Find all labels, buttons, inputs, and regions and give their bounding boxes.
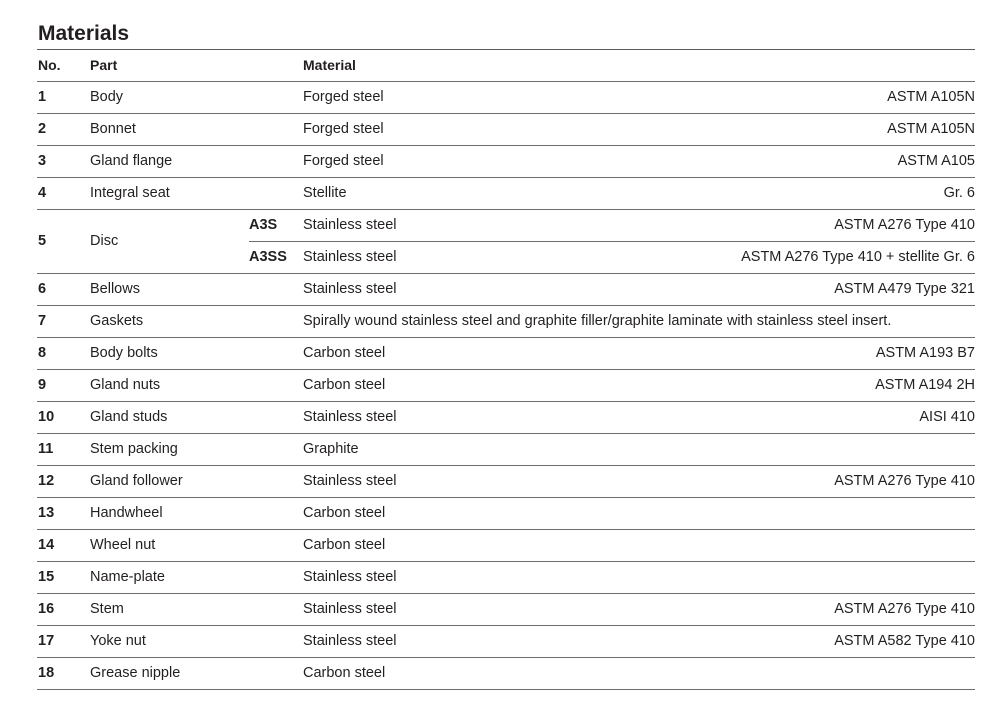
row-no: 10 xyxy=(38,409,55,425)
row-part: Body xyxy=(90,89,124,105)
row-material: Stainless steel xyxy=(303,633,397,649)
row-no: 14 xyxy=(38,537,55,553)
row-no: 6 xyxy=(38,281,47,297)
table-header xyxy=(37,50,975,82)
row-standard: ASTM A105N xyxy=(887,89,975,105)
row-standard: Gr. 6 xyxy=(943,185,975,201)
row-no: 15 xyxy=(38,569,55,585)
variant-row xyxy=(249,242,975,273)
row-part: Integral seat xyxy=(90,185,170,201)
row-no: 11 xyxy=(38,441,54,457)
table-row xyxy=(37,402,975,434)
row-part: Name-plate xyxy=(90,569,165,585)
table-row xyxy=(37,146,975,178)
row-part: Gland studs xyxy=(90,409,168,425)
row-part: Wheel nut xyxy=(90,537,156,553)
row-standard: ASTM A276 Type 410 + stellite Gr. 6 xyxy=(741,249,975,265)
row-material: Stainless steel xyxy=(303,569,397,585)
row-material: Stainless steel xyxy=(303,473,397,489)
row-no: 7 xyxy=(38,313,47,329)
row-no: 18 xyxy=(38,665,55,681)
row-standard: ASTM A276 Type 410 xyxy=(834,217,975,233)
row-standard: ASTM A582 Type 410 xyxy=(834,633,975,649)
row-standard: ASTM A193 B7 xyxy=(875,345,975,361)
row-part: Gland flange xyxy=(90,153,173,169)
table-row xyxy=(37,178,975,210)
row-no: 13 xyxy=(38,505,55,521)
row-material: Graphite xyxy=(303,441,359,457)
table-row xyxy=(37,434,975,466)
row-material: Carbon steel xyxy=(303,537,386,553)
row-material: Spirally wound stainless steel and graphite filler/graphite laminate with stainless steel insert. xyxy=(303,313,892,329)
row-material: Forged steel xyxy=(303,89,384,105)
row-part: Stem packing xyxy=(90,441,178,457)
row-part: Bonnet xyxy=(90,121,136,137)
row-material: Forged steel xyxy=(303,153,384,169)
row-material: Stainless steel xyxy=(303,409,397,425)
row-part: Grease nipple xyxy=(90,665,181,681)
row-standard: ASTM A194 2H xyxy=(875,377,975,393)
table-row xyxy=(37,562,975,594)
header-no: No. xyxy=(38,57,61,73)
row-no: 3 xyxy=(38,153,47,169)
row-part: Disc xyxy=(90,233,119,249)
row-material: Stainless steel xyxy=(303,601,397,617)
row-standard: ASTM A479 Type 321 xyxy=(834,281,975,297)
row-no: 8 xyxy=(38,345,47,361)
page-title: Materials xyxy=(38,22,130,45)
row-standard: ASTM A105N xyxy=(887,121,975,137)
row-part: Gaskets xyxy=(90,313,144,329)
row-no: 17 xyxy=(38,633,55,649)
header-part: Part xyxy=(90,57,118,73)
row-part: Gland follower xyxy=(90,473,183,489)
row-standard: ASTM A276 Type 410 xyxy=(834,473,975,489)
row-no: 16 xyxy=(38,601,55,617)
variant-code: A3S xyxy=(249,217,278,233)
row-no: 12 xyxy=(38,473,55,489)
row-no: 4 xyxy=(38,185,47,201)
table-row xyxy=(37,274,975,306)
row-standard: ASTM A105 xyxy=(897,153,975,169)
row-material: Carbon steel xyxy=(303,665,386,681)
row-material: Stainless steel xyxy=(303,249,397,265)
row-part: Handwheel xyxy=(90,505,163,521)
row-material: Stainless steel xyxy=(303,281,397,297)
row-no: 1 xyxy=(38,89,47,105)
table-row xyxy=(37,82,975,114)
table-row xyxy=(37,658,975,690)
row-material: Carbon steel xyxy=(303,345,386,361)
row-material: Carbon steel xyxy=(303,505,386,521)
table-row xyxy=(37,306,975,338)
row-part: Stem xyxy=(90,601,124,617)
row-material: Stellite xyxy=(303,185,347,201)
row-material: Forged steel xyxy=(303,121,384,137)
row-part: Yoke nut xyxy=(90,633,146,649)
row-part: Gland nuts xyxy=(90,377,161,393)
row-standard: AISI 410 xyxy=(919,409,975,425)
table-row xyxy=(37,626,975,658)
table-row xyxy=(37,530,975,562)
materials-table xyxy=(37,49,975,690)
row-part: Body bolts xyxy=(90,345,158,361)
variant-row xyxy=(249,210,975,242)
table-row xyxy=(37,498,975,530)
row-part: Bellows xyxy=(90,281,140,297)
row-material: Stainless steel xyxy=(303,217,397,233)
table-row xyxy=(37,466,975,498)
table-row xyxy=(37,210,975,274)
row-no: 9 xyxy=(38,377,47,393)
table-row xyxy=(37,114,975,146)
row-standard: ASTM A276 Type 410 xyxy=(834,601,975,617)
header-material: Material xyxy=(303,57,356,73)
row-no: 5 xyxy=(38,233,47,249)
table-row xyxy=(37,594,975,626)
table-row xyxy=(37,370,975,402)
row-no: 2 xyxy=(38,121,47,137)
table-row xyxy=(37,338,975,370)
variant-code: A3SS xyxy=(249,249,287,265)
row-material: Carbon steel xyxy=(303,377,386,393)
